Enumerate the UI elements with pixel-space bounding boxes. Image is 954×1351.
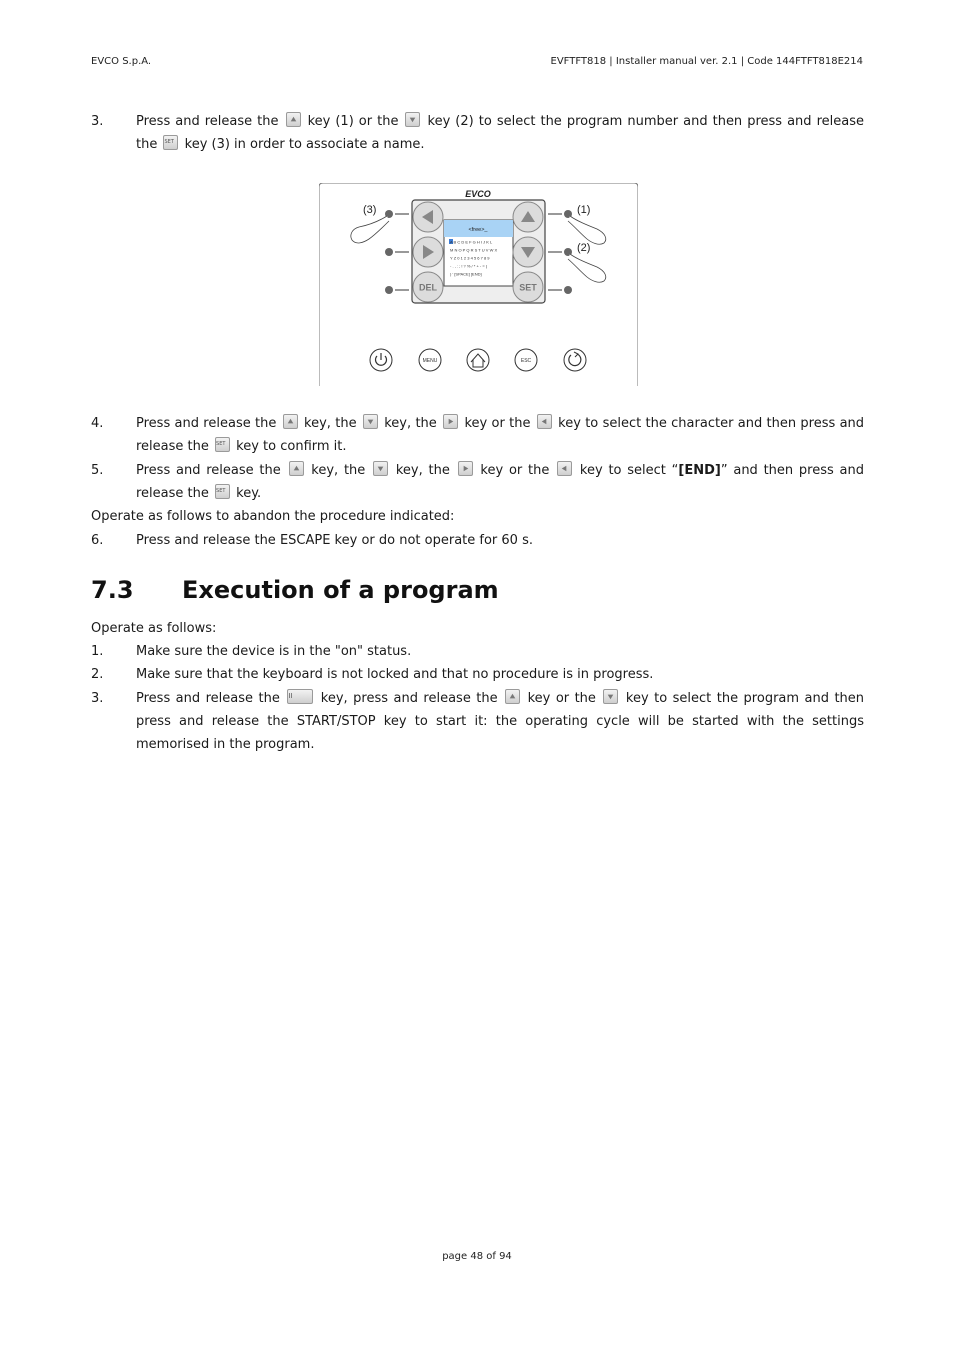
step-5-select-end: 5. Press and release the key, the key, the key or the key to select “[END]” and then press and release the SET key. [91,459,864,505]
operate-intro: Operate as follows: [91,621,217,636]
up-key-icon [289,461,304,476]
hand-pointer-right-down-icon [568,254,606,282]
callout-3: (3) [363,204,377,216]
step-number: 5. [91,463,104,478]
pause-key-icon: II [287,689,313,704]
down-key-icon [603,689,618,704]
down-key-icon [405,112,420,127]
page-number: page 48 of 94 [442,1251,512,1262]
step-number: 3. [91,691,104,706]
step-c3: 3. Press and release the II key, press and release the key or the key to select the program and then press and release the START/STOP key to start it: the operating cycle will be started with the settings memorised in the program. [91,687,864,756]
set-key-icon: SET [215,484,230,499]
down-key-icon [373,461,388,476]
step-c1: 1. Make sure the device is in the "on" status. [91,640,864,663]
led-left-3 [385,286,393,294]
evco-logo: EVCO [465,189,491,199]
up-key-icon [283,414,298,429]
end-token: [END] [678,463,721,478]
step-4-select-character: 4. Press and release the key, the key, the key or the key to select the character and then press and release the SET key to confirm it. [91,412,864,458]
step-number: 2. [91,667,104,682]
lcd-row-2: M N O P Q R S T U V W X [450,247,498,253]
left-key-icon [537,414,552,429]
step-number: 6. [91,533,104,548]
menu-button-label: MENU [422,358,438,364]
section-title: Execution of a program [182,576,499,604]
lcd-title: <free>_ [468,227,488,233]
callout-2: (2) [577,242,591,254]
step-number: 3. [91,114,104,129]
section-number: 7.3 [91,576,134,604]
step-number: 1. [91,644,104,659]
home-button [467,349,489,371]
lcd-row-3: Y Z 0 1 2 3 4 5 6 7 8 9 [450,255,490,261]
led-left-2 [385,248,393,256]
led-right-3 [564,286,572,294]
header-doc-info: EVFTFT818 | Installer manual ver. 2.1 | Code 144FTFT818E214 [550,56,863,67]
right-key-icon [443,414,458,429]
set-key-icon: SET [163,135,178,150]
step-3-assign-name: 3. Press and release the key (1) or the key (2) to select the program number and then press and release the SET key (3) in order to associate a name. [91,110,864,156]
esc-button-label: ESC [520,358,532,364]
set-key-icon: SET [215,437,230,452]
step-6-escape: 6. Press and release the ESCAPE key or do not operate for 60 s. [91,529,864,552]
left-key-icon [557,461,572,476]
del-key-label: DEL [419,282,437,293]
lcd-row-1: A B C D E F G H I J K L [450,239,493,245]
step-c2: 2. Make sure that the keyboard is not locked and that no procedure is in progress. [91,663,864,686]
device-keypad-figure [319,183,638,386]
down-key-icon [363,414,378,429]
up-key-icon [505,689,520,704]
hand-pointer-left-icon [351,216,389,243]
lcd-row-5: ) ' [SPACE] [END] [450,271,482,277]
callout-1: (1) [577,204,591,216]
abandon-intro: Operate as follows to abandon the procedure indicated: [91,509,455,524]
section-heading [91,576,499,604]
up-key-icon [286,112,301,127]
lcd-row-4: - . , : ; ! ? % / * + - = ( [450,263,488,269]
right-key-icon [458,461,473,476]
step-number: 4. [91,416,104,431]
hand-pointer-right-up-icon [568,216,606,244]
set-key-label: SET [519,282,537,293]
header-company: EVCO S.p.A. [91,56,152,67]
